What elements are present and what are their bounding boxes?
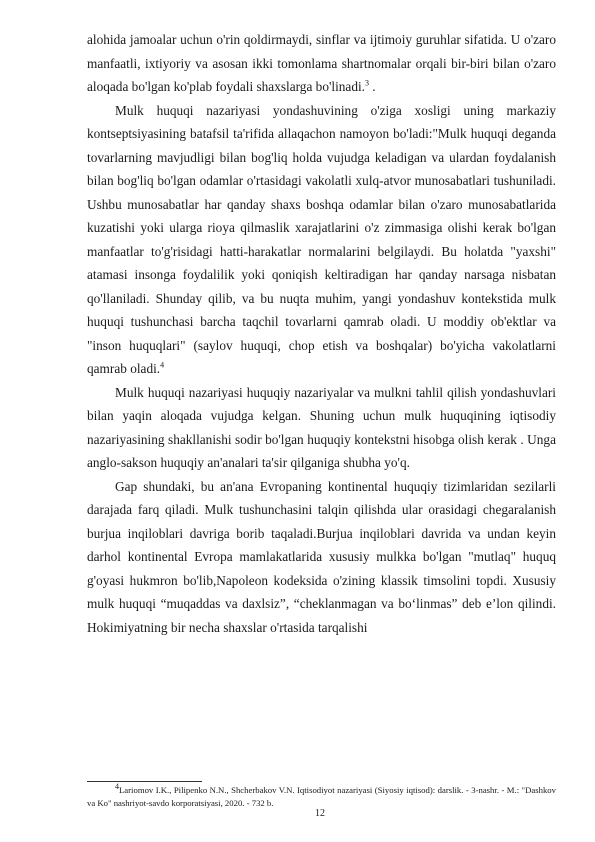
footnote-ref-3[interactable]: 3 <box>364 78 369 88</box>
paragraph-2-text: Mulk huquqi nazariyasi yondashuvining o'ziga xosligi uning markaziy kontseptsiyasining batafsil ta'rifida allaqachon namoyon bo'ladi:"Mulk huquqi deganda tovarlarning mavjudligi bilan bog'liq holda vujudga keladigan va ulardan foydalanish bilan bog'liq bo'lgan odamlar o'rtasidagi vakolatli xulq-atvor munosabatlari tushuniladi. Ushbu munosabatlar har qanday shaxs boshqa odamlar bilan o'zaro munosabatlarida kuzatishi yoki ularga rioya qilmaslik xarajatlarini o'z zimmasiga olishi kerak bo'lgan manfaatlar to'g'risidagi hatti-harakatlar normalarini belgilaydi. Bu holatda "yaxshi" atamasi insonga foydalilik yoki qoniqish keltiradigan har qanday narsaga nisbatan qo'llaniladi. Shunday qilib, va bu nuqta muhim, yangi yondashuv kontekstida mulk huquqi tushunchasi barcha taqchil tovarlarni qamrab oladi. U moddiy ob'ektlar va "inson huquqlari" (saylov huquqi, chop etish va boshqalar) bo'yicha vakolatlarni qamrab oladi. <box>87 102 556 376</box>
footnote-divider <box>87 781 202 782</box>
paragraph-1-tail: . <box>368 79 376 94</box>
paragraph-1 <box>87 28 556 99</box>
paragraph-1-text: alohida jamoalar uchun o'rin qoldirmaydi, sinflar va ijtimoiy guruhlar sifatida. U o'zaro manfaatli, ixtiyoriy va asosan ikki tomonlama shartnomalar orqali bir-biri bilan o'zaro aloqada bo'lgan ko'plab foydali shaxslarga bo'linadi. <box>87 32 556 94</box>
page-number: 12 <box>315 808 325 819</box>
footnote-ref-4[interactable]: 4 <box>160 360 165 370</box>
paragraph-3-text: Mulk huquqi nazariyasi huquqiy nazariyalar va mulkni tahlil qilish yondashuvlari bilan yaqin aloqada vujudga kelgan. Shuning uchun mulk huquqining iqtisodiy nazariyasining shakllanishi sodir bo'lgan huquqiy kontekstni hisobga olish kerak . Unga anglo-sakson huquqiy an'analari ta'sir qilganiga shubha yo'q. <box>87 384 556 470</box>
paragraph-4-text: Gap shundaki, bu an'ana Evropaning kontinental huquqiy tizimlaridan sezilarli darajada farq qiladi. Mulk tushunchasini talqin qilishda ular orasidagi chegaralanish burjua inqiloblari davriga borib taqaladi.Burjua inqiloblari davrida va undan keyin darhol kontinental Evropa mamlakatlarida xususiy mulkka bo'lgan "mutlaq" huquq g'oyasi hukmron bo'lib,Napoleon kodeksida o'zining klassik timsolini topdi. Xususiy mulk huquqi “muqaddas va daxlsiz”, “cheklanmagan va bo‘linmas” deb e’lon qilindi. Hokimiyatning bir necha shaxslar o'rtasida tarqalishi <box>87 478 556 635</box>
footnote <box>87 784 556 810</box>
footnote-marker: 4 <box>115 782 119 792</box>
paragraph-3 <box>87 381 556 475</box>
paragraph-2 <box>87 99 556 381</box>
page-body <box>87 28 556 639</box>
footnote-text: Lariomov I.K., Pilipenko N.N., Shcherbakov V.N. Iqtisodiyot nazariyasi (Siyosiy iqtisod): darslik. - 3-nashr. - M.: "Dashkov va Ko" nashriyot-savdo korporatsiyasi, 2020. - 732 b. <box>87 785 556 808</box>
paragraph-4 <box>87 475 556 640</box>
